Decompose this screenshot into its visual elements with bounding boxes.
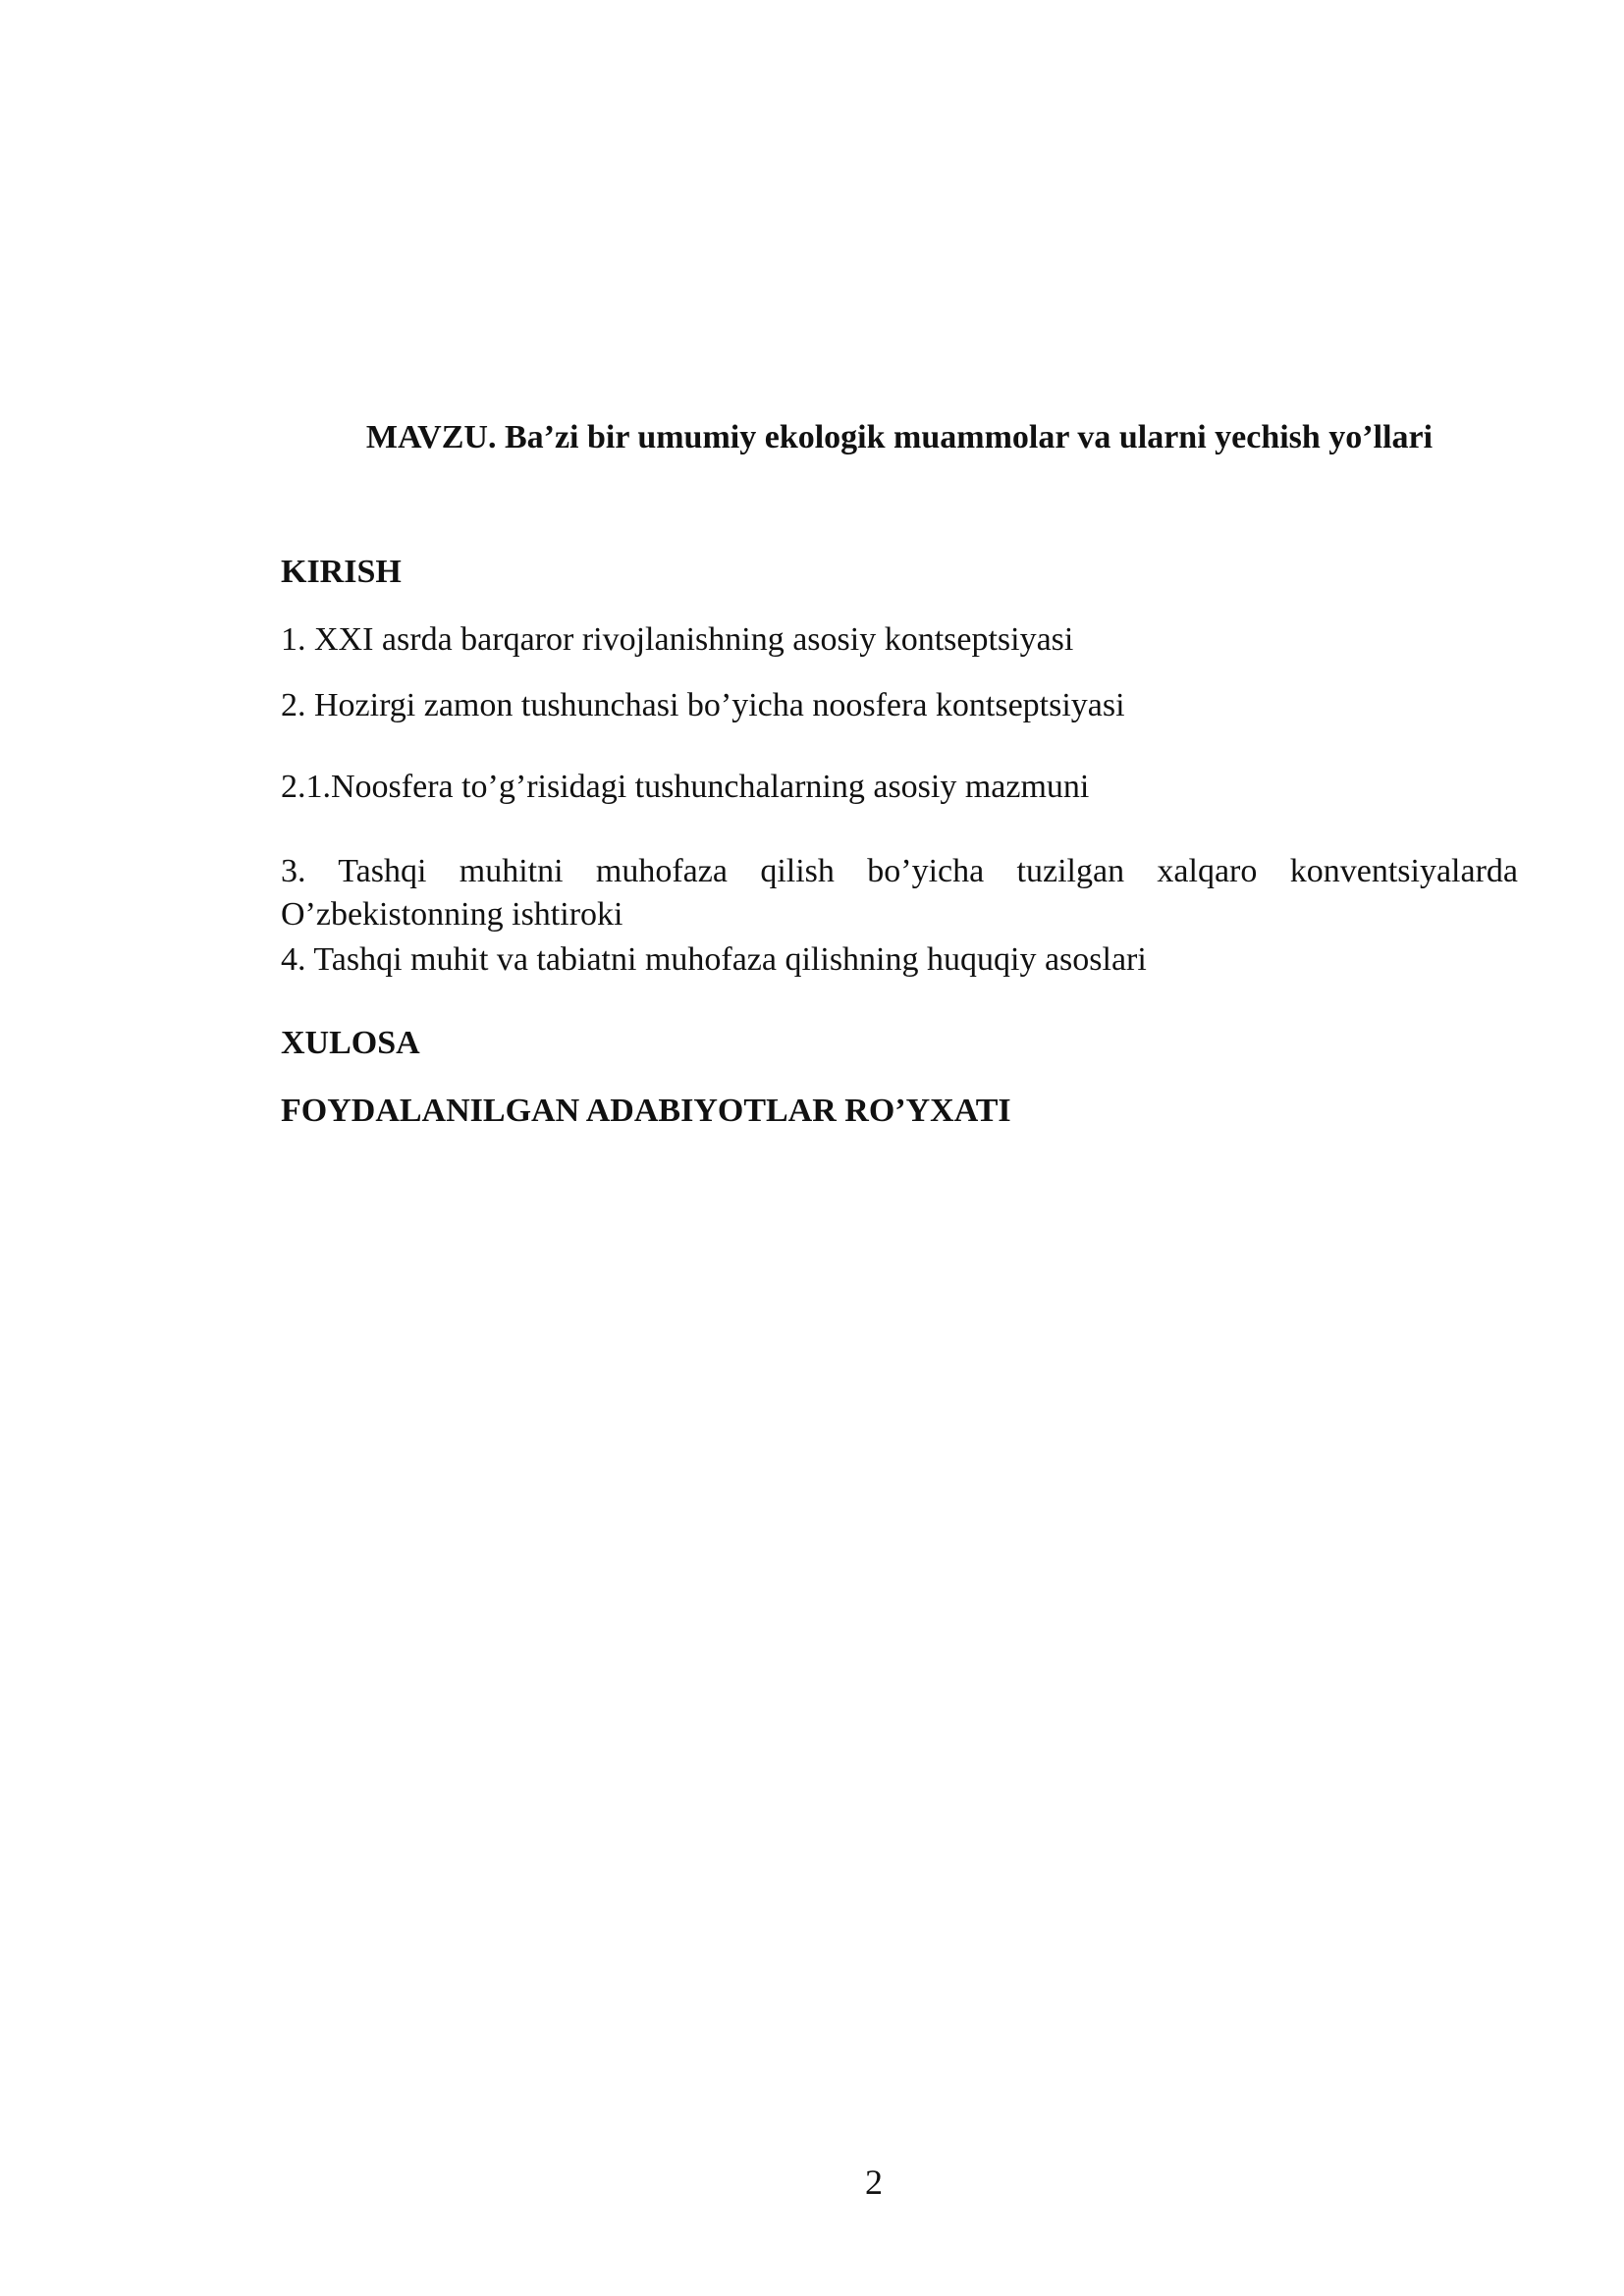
toc-item-2-1: 2.1.Noosfera to’g’risidagi tushunchalarning asosiy mazmuni <box>281 769 1090 805</box>
toc-item-3-line-2: O’zbekistonning ishtiroki <box>281 896 623 933</box>
toc-conclusion: XULOSA <box>281 1025 420 1061</box>
toc-item-3-line-1: 3. Tashqi muhitni muhofaza qilish bo’yicha tuzilgan xalqaro konventsiyalarda <box>281 853 1518 889</box>
toc-item-2: 2. Hozirgi zamon tushunchasi bo’yicha noosfera kontseptsiyasi <box>281 687 1125 723</box>
toc-item-3 <box>281 850 1518 936</box>
document-title: MAVZU. Ba’zi bir umumiy ekologik muammolar va ularni yechish yo’llari <box>365 419 1434 455</box>
toc-item-1: 1. XXI asrda barqaror rivojlanishning asosiy kontseptsiyasi <box>281 621 1074 658</box>
toc-intro: KIRISH <box>281 554 402 590</box>
toc-references: FOYDALANILGAN ADABIYOTLAR RO’YXATI <box>281 1093 1011 1129</box>
page-number: 2 <box>865 2163 883 2202</box>
toc-item-4: 4. Tashqi muhit va tabiatni muhofaza qilishning huquqiy asoslari <box>281 941 1147 978</box>
